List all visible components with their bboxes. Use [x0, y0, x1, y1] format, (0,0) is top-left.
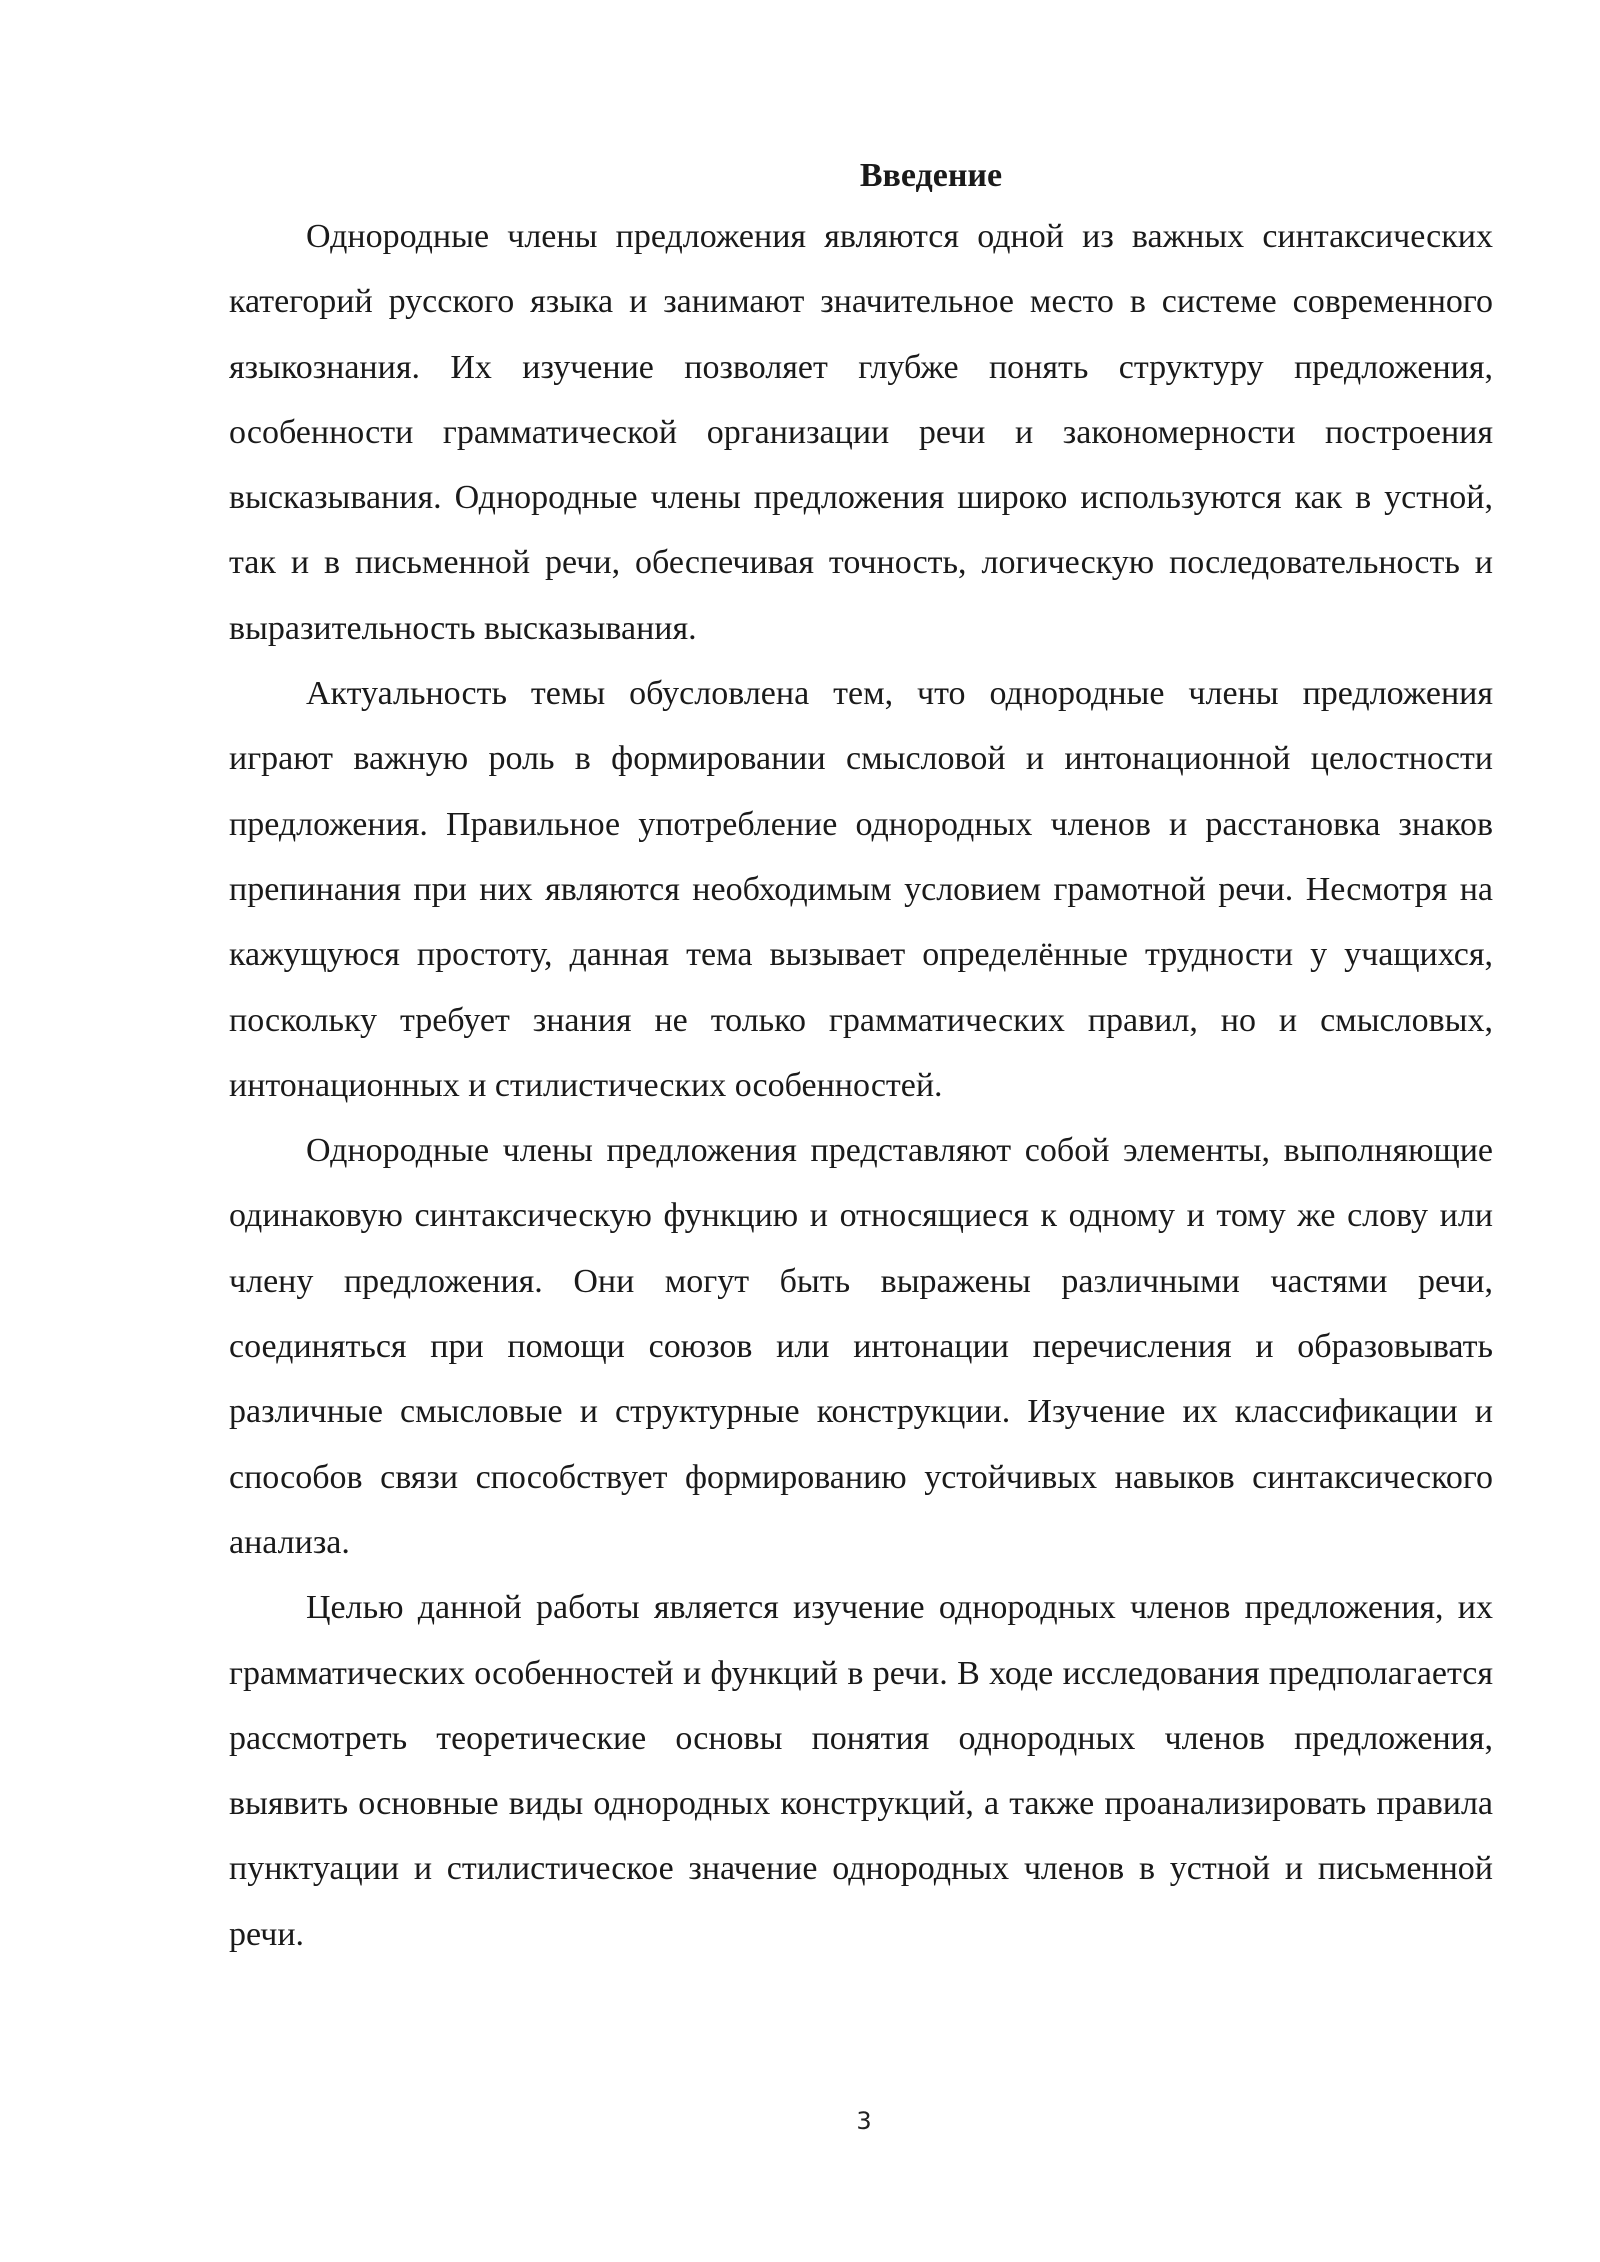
- page-number: 3: [856, 2107, 872, 2135]
- paragraph-definition: Однородные члены предложения представляют собой элементы, выполняющие одинаковую синтаксическую функцию и относящиеся к одному и тому же слову или члену предложения. Они могут быть выражены различными частями речи, соединяться при помощи союзов или интонации перечисления и образовывать различные смысловые и структурные конструкции. Изучение их классификации и способов связи способствует формированию устойчивых навыков синтаксического анализа.: [229, 1132, 1493, 1561]
- paragraph-goal: Целью данной работы является изучение однородных членов предложения, их грамматических особенностей и функций в речи. В ходе исследования предполагается рассмотреть теоретические основы понятия однородных членов предложения, выявить основные виды однородных конструкций, а также проанализировать правила пунктуации и стилистическое значение однородных членов в устной и письменной речи.: [229, 1589, 1493, 1953]
- document-body: [229, 148, 1493, 1967]
- section-title: Введение: [859, 157, 1003, 194]
- paragraph-intro: Однородные члены предложения являются одной из важных синтаксических категорий русского языка и занимают значительное место в системе современного языкознания. Их изучение позволяет глубже понять структуру предложения, особенности грамматической организации речи и закономерности построения высказывания. Однородные члены предложения широко используются как в устной, так и в письменной речи, обеспечивая точность, логическую последовательность и выразительность высказывания.: [229, 218, 1493, 647]
- paragraph-relevance: Актуальность темы обусловлена тем, что однородные члены предложения играют важную роль в формировании смысловой и интонационной целостности предложения. Правильное употребление однородных членов и расстановка знаков препинания при них являются необходимым условием грамотной речи. Несмотря на кажущуюся простоту, данная тема вызывает определённые трудности у учащихся, поскольку требует знания не только грамматических правил, но и смысловых, интонационных и стилистических особенностей.: [229, 675, 1493, 1104]
